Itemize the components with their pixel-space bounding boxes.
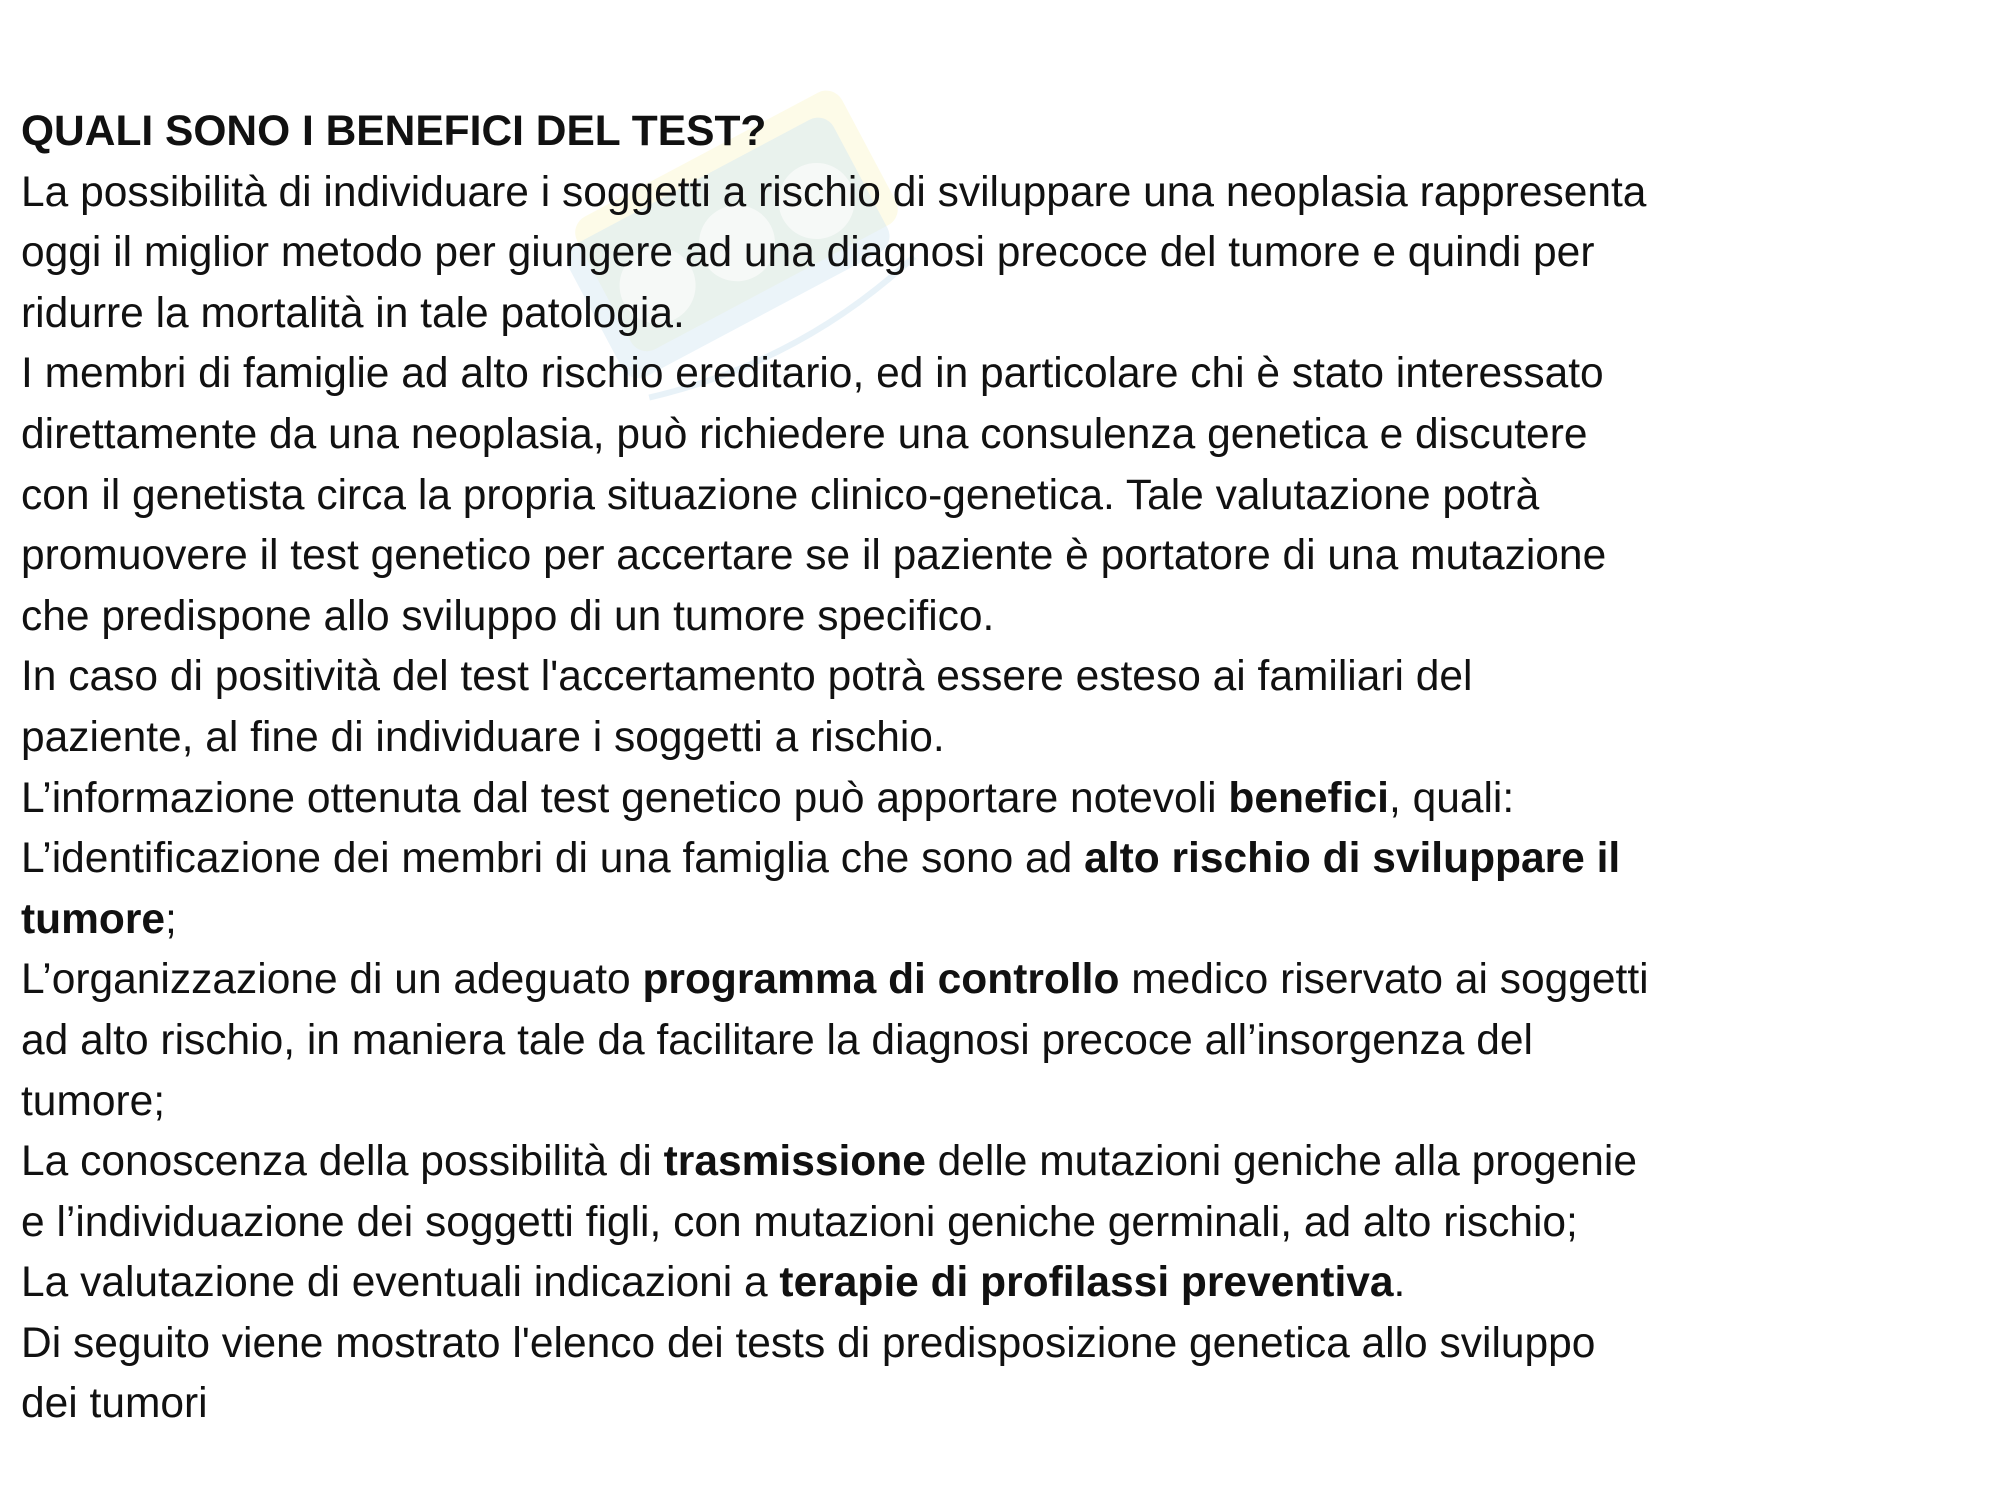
text-line [21, 466, 1981, 527]
text-span: e l’individuazione dei soggetti figli, con mutazioni geniche germinali, ad alto rischio; [21, 1198, 1578, 1246]
document-title: QUALI SONO I BENEFICI DEL TEST? [21, 108, 767, 155]
text-line [21, 1072, 1981, 1133]
text-span: oggi il miglior metodo per giungere ad una diagnosi precoce del tumore e quindi per [21, 229, 1595, 277]
text-span: delle mutazioni geniche alla progenie [925, 1138, 1638, 1186]
text-line [21, 647, 1981, 708]
text-span: , quali: [1388, 774, 1515, 822]
text-span: La possibilità di individuare i soggetti a rischio di sviluppare una neoplasia rappresenta [21, 168, 1647, 216]
text-span: ad alto rischio, in maniera tale da facilitare la diagnosi precoce all’insorgenza del [21, 1016, 1533, 1064]
text-line [21, 1253, 1981, 1314]
bold-phrase: programma di controllo [642, 956, 1120, 1004]
text-span: In caso di positività del test l'accertamento potrà essere esteso ai familiari del [21, 653, 1473, 701]
bold-phrase: benefici [1228, 774, 1389, 822]
text-span: L’informazione ottenuta dal test genetico può apportare notevoli [21, 774, 1229, 822]
text-line [21, 526, 1981, 587]
document-body [21, 102, 1981, 1435]
text-line [21, 1011, 1981, 1072]
text-line [21, 769, 1981, 830]
text-span: dei tumori [21, 1380, 208, 1428]
text-line [21, 223, 1981, 284]
bold-phrase: alto rischio di sviluppare il [1084, 835, 1621, 883]
text-span: ridurre la mortalità in tale patologia. [21, 289, 685, 337]
text-line [21, 1193, 1981, 1254]
text-line [21, 1132, 1981, 1193]
text-line [21, 405, 1981, 466]
text-line [21, 708, 1981, 769]
text-span: I membri di famiglie ad alto rischio ereditario, ed in particolare chi è stato interessato [21, 350, 1604, 398]
text-line [21, 890, 1981, 951]
text-span: . [1393, 1259, 1406, 1307]
text-line [21, 163, 1981, 224]
text-span: con il genetista circa la propria situazione clinico-genetica. Tale valutazione potrà [21, 471, 1540, 519]
text-span: La valutazione di eventuali indicazioni a [21, 1259, 780, 1307]
text-span: direttamente da una neoplasia, può richiedere una consulenza genetica e discutere [21, 410, 1588, 458]
text-span: paziente, al fine di individuare i soggetti a rischio. [21, 713, 945, 761]
text-span: L’identificazione dei membri di una famiglia che sono ad [21, 835, 1085, 883]
text-span: Di seguito viene mostrato l'elenco dei tests di predisposizione genetica allo sviluppo [21, 1319, 1596, 1367]
text-line [21, 587, 1981, 648]
text-span: medico riservato ai soggetti [1119, 956, 1649, 1004]
text-line [21, 829, 1981, 890]
text-line [21, 1314, 1981, 1375]
bold-phrase: trasmissione [663, 1138, 926, 1186]
paragraph-block [21, 163, 1981, 1435]
text-span: La conoscenza della possibilità di [21, 1138, 664, 1186]
text-line [21, 344, 1981, 405]
text-span: ; [165, 895, 177, 943]
text-line [21, 284, 1981, 345]
text-line [21, 1374, 1981, 1435]
text-span: tumore; [21, 1077, 166, 1125]
text-line [21, 950, 1981, 1011]
text-span: promuovere il test genetico per accertare se il paziente è portatore di una mutazione [21, 532, 1607, 580]
text-span: che predispone allo sviluppo di un tumore specifico. [21, 592, 995, 640]
bold-phrase: tumore [21, 895, 166, 943]
text-span: L’organizzazione di un adeguato [21, 956, 643, 1004]
bold-phrase: terapie di profilassi preventiva [779, 1259, 1394, 1307]
